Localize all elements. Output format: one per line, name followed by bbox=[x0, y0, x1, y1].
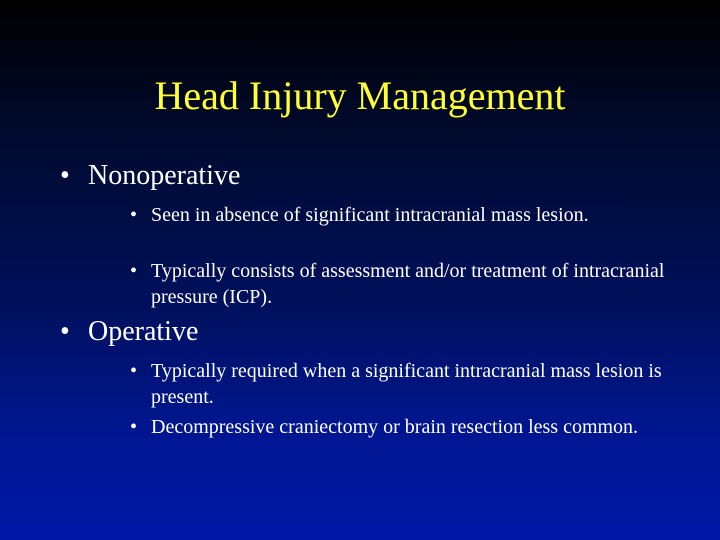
bullet-icon: • bbox=[60, 316, 70, 347]
bullet-icon: • bbox=[130, 260, 138, 282]
section-heading-label: Operative bbox=[88, 316, 199, 347]
list-item-text: Seen in absence of significant intracranial mass lesion. bbox=[151, 204, 589, 226]
section-heading-label: Nonoperative bbox=[88, 160, 241, 191]
list-item bbox=[130, 202, 690, 228]
list-item-text: Typically consists of assessment and/or treatment of intracranial pressure (ICP). bbox=[151, 260, 665, 308]
list-item bbox=[130, 414, 690, 440]
bullet-icon: • bbox=[130, 360, 138, 382]
list-item bbox=[130, 358, 690, 410]
slide-title: Head Injury Management bbox=[154, 73, 566, 118]
bullet-icon: • bbox=[130, 416, 138, 438]
list-item bbox=[130, 258, 690, 310]
bullet-icon: • bbox=[130, 204, 138, 226]
list-item-text: Typically required when a significant intracranial mass lesion is present. bbox=[151, 360, 662, 408]
bullet-icon: • bbox=[60, 160, 70, 191]
list-item-text: Decompressive craniectomy or brain resection less common. bbox=[151, 416, 639, 438]
